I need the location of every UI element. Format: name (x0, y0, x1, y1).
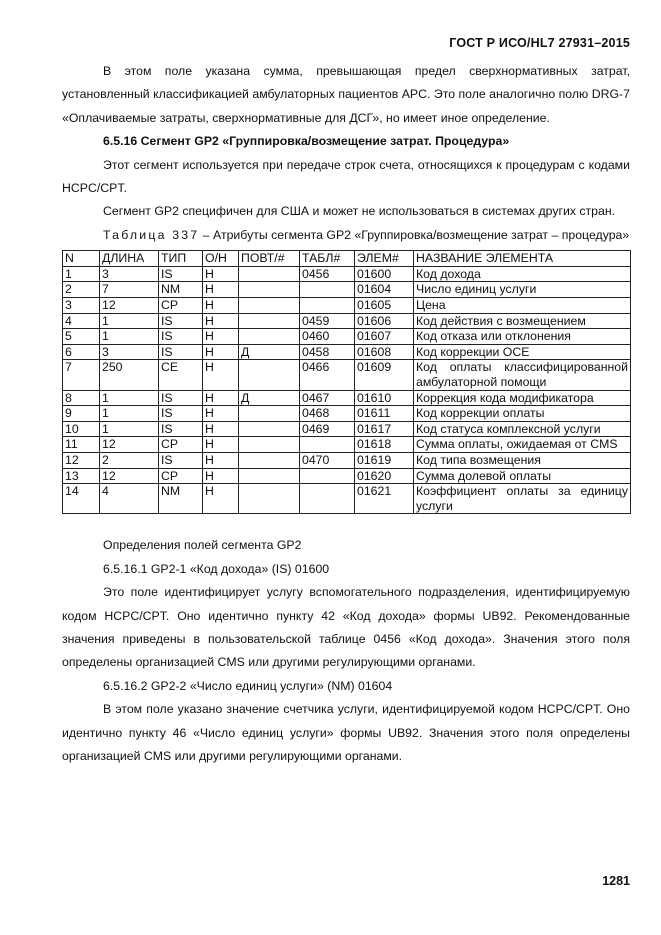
table-cell: 01608 (355, 344, 414, 360)
table-cell: Код действия с возмещением (414, 313, 631, 329)
table-cell: 8 (63, 390, 100, 406)
table-cell: 0459 (300, 313, 355, 329)
table-cell: 12 (100, 298, 159, 314)
table-cell: 01605 (355, 298, 414, 314)
table-cell: Н (203, 266, 239, 282)
paragraph-segment-usage: Этот сегмент используется при передаче строк счета, относящихся к процедурам с кодами HCPC/CPT. (62, 157, 630, 196)
table-cell: 01606 (355, 313, 414, 329)
table-cell (239, 437, 300, 453)
table-row (63, 452, 631, 468)
table-cell (300, 298, 355, 314)
table-cell: IS (159, 313, 203, 329)
table-cell: Н (203, 360, 239, 390)
table-row (63, 266, 631, 282)
table-cell: 0467 (300, 390, 355, 406)
table-cell: 01611 (355, 406, 414, 422)
table-header-row (63, 251, 631, 267)
table-row (63, 437, 631, 453)
table-header-cell: ДЛИНА (100, 251, 159, 267)
table-cell: 13 (63, 468, 100, 484)
table-cell: Н (203, 406, 239, 422)
table-cell: 1 (100, 313, 159, 329)
table-row (63, 468, 631, 484)
table-cell: Коэффициент оплаты за единицу услуги (414, 484, 631, 514)
table-cell: Н (203, 468, 239, 484)
table-cell (239, 452, 300, 468)
table-cell: 01617 (355, 421, 414, 437)
table-cell: Д (239, 344, 300, 360)
table-cell: NM (159, 282, 203, 298)
table-row (63, 421, 631, 437)
table-cell (300, 437, 355, 453)
table-cell: Сумма долевой оплаты (414, 468, 631, 484)
table-cell: Код дохода (414, 266, 631, 282)
table-cell: 0458 (300, 344, 355, 360)
table-cell: 4 (100, 484, 159, 514)
table-cell (239, 484, 300, 514)
table-cell: Н (203, 344, 239, 360)
table-cell: Код коррекции оплаты (414, 406, 631, 422)
table-row (63, 360, 631, 390)
section-heading: 6.5.16 Сегмент GP2 «Группировка/возмещение затрат. Процедура» (103, 134, 510, 149)
table-cell (239, 360, 300, 390)
table-cell: Н (203, 437, 239, 453)
table-cell: Д (239, 390, 300, 406)
table-cell: Цена (414, 298, 631, 314)
table-cell: CP (159, 437, 203, 453)
table-cell: IS (159, 266, 203, 282)
table-cell: 01604 (355, 282, 414, 298)
document-header: ГОСТ Р ИСО/HL7 27931–2015 (449, 36, 630, 50)
table-header-cell: О/Н (203, 251, 239, 267)
table-row (63, 329, 631, 345)
table-cell (239, 313, 300, 329)
table-cell: 01600 (355, 266, 414, 282)
table-cell: 1 (100, 406, 159, 422)
paragraph-intro: В этом поле указана сумма, превышающая предел сверхнормативных затрат, установленный классификацией амбулаторных пациентов APC. Это поле аналогично полю DRG-7 «Оплачиваемые затраты, сверхнормативные для ДСГ», но имеет иное определение. (62, 64, 630, 125)
table-cell: 0456 (300, 266, 355, 282)
table-cell: IS (159, 452, 203, 468)
table-cell: 01618 (355, 437, 414, 453)
table-cell: Код статуса комплексной услуги (414, 421, 631, 437)
table-cell: Код типа возмещения (414, 452, 631, 468)
table-header-cell: ТАБЛ# (300, 251, 355, 267)
table-cell: Сумма оплаты, ожидаемая от CMS (414, 437, 631, 453)
table-caption-text: – Атрибуты сегмента GP2 «Группировка/возмещение затрат – процедура» (199, 227, 630, 242)
field-2-title: 6.5.16.2 GP2-2 «Число единиц услуги» (NM) 01604 (103, 678, 393, 693)
table-cell: Коррекция кода модификатора (414, 390, 631, 406)
table-cell: IS (159, 329, 203, 345)
table-header-cell: N (63, 251, 100, 267)
field-1-description: Это поле идентифицирует услугу вспомогательного подразделения, идентифицируемую кодом HCPC/CPT. Оно идентично пункту 42 «Код дохода» формы UB92. Рекомендованные значения приведены в пользовательской таблице 0456 «Код дохода». Значения этого поля определены организацией CMS или другими регулирующими органами. (62, 585, 630, 670)
table-cell: 1 (100, 421, 159, 437)
table-header-cell: ЭЛЕМ# (355, 251, 414, 267)
table-cell: 7 (63, 360, 100, 390)
table-cell: 12 (100, 468, 159, 484)
table-cell: Н (203, 421, 239, 437)
table-cell (239, 421, 300, 437)
table-cell (239, 406, 300, 422)
table-cell: 01620 (355, 468, 414, 484)
table-cell: 0470 (300, 452, 355, 468)
table-cell: Код отказа или отклонения (414, 329, 631, 345)
table-cell: Н (203, 484, 239, 514)
table-cell: Н (203, 313, 239, 329)
table-caption-label: Таблица 337 (103, 227, 200, 242)
table-cell: Код коррекции OCE (414, 344, 631, 360)
page-number: 1281 (602, 874, 630, 888)
table-cell: NM (159, 484, 203, 514)
table-cell: 2 (63, 282, 100, 298)
table-cell (239, 282, 300, 298)
table-cell: 1 (100, 390, 159, 406)
table-cell: 4 (63, 313, 100, 329)
table-cell: IS (159, 344, 203, 360)
attributes-table (62, 250, 631, 514)
field-definitions-title: Определения полей сегмента GP2 (103, 538, 302, 553)
table-cell: IS (159, 406, 203, 422)
table-cell: Н (203, 282, 239, 298)
table-cell: 01619 (355, 452, 414, 468)
table-cell: 6 (63, 344, 100, 360)
table-cell: 01609 (355, 360, 414, 390)
table-cell: IS (159, 390, 203, 406)
table-cell: CP (159, 468, 203, 484)
table-cell: 0466 (300, 360, 355, 390)
table-row (63, 390, 631, 406)
table-cell (239, 298, 300, 314)
table-row (63, 282, 631, 298)
table-cell: 3 (63, 298, 100, 314)
table-cell: 01607 (355, 329, 414, 345)
table-cell: 10 (63, 421, 100, 437)
table-row (63, 406, 631, 422)
table-cell (300, 468, 355, 484)
table-cell: Н (203, 298, 239, 314)
table-cell (239, 266, 300, 282)
paragraph-segment-scope: Сегмент GP2 специфичен для США и может не использоваться в системах других стран. (103, 204, 616, 219)
field-2-description: В этом поле указано значение счетчика услуги, идентифицируемой кодом HCPC/CPT. Оно идентично пункту 46 «Число единиц услуги» формы UB92. Значения этого поля определены организацией CMS или другими регулирующими органами. (62, 702, 630, 763)
table-cell: 3 (100, 266, 159, 282)
table-cell (239, 329, 300, 345)
table-cell: 01610 (355, 390, 414, 406)
table-header-cell: НАЗВАНИЕ ЭЛЕМЕНТА (414, 251, 631, 267)
table-cell: Н (203, 390, 239, 406)
table-cell: 14 (63, 484, 100, 514)
field-1-title: 6.5.16.1 GP2-1 «Код дохода» (IS) 01600 (103, 561, 330, 576)
table-header-cell: ТИП (159, 251, 203, 267)
table-cell: 11 (63, 437, 100, 453)
table-cell (300, 282, 355, 298)
table-caption (62, 224, 630, 247)
table-cell: 0468 (300, 406, 355, 422)
table-header-cell: ПОВТ/# (239, 251, 300, 267)
table-cell: 0460 (300, 329, 355, 345)
table-cell: Н (203, 329, 239, 345)
table-row (63, 313, 631, 329)
table-cell: Число единиц услуги (414, 282, 631, 298)
table-cell: Н (203, 452, 239, 468)
table-cell: CP (159, 298, 203, 314)
table-cell: 9 (63, 406, 100, 422)
table-cell: 2 (100, 452, 159, 468)
table-cell: 0469 (300, 421, 355, 437)
table-cell: 1 (100, 329, 159, 345)
table-cell (239, 468, 300, 484)
table-cell: 3 (100, 344, 159, 360)
table-cell: Код оплаты классифицированной амбулаторной помощи (414, 360, 631, 390)
table-row (63, 344, 631, 360)
table-cell: 7 (100, 282, 159, 298)
table-cell: 01621 (355, 484, 414, 514)
table-cell: 250 (100, 360, 159, 390)
table-cell: 1 (63, 266, 100, 282)
table-cell: CE (159, 360, 203, 390)
table-cell (300, 484, 355, 514)
page-content (62, 60, 630, 768)
table-cell: 12 (63, 452, 100, 468)
table-cell: 12 (100, 437, 159, 453)
table-cell: IS (159, 421, 203, 437)
table-cell: 5 (63, 329, 100, 345)
table-row (63, 298, 631, 314)
table-row (63, 484, 631, 514)
